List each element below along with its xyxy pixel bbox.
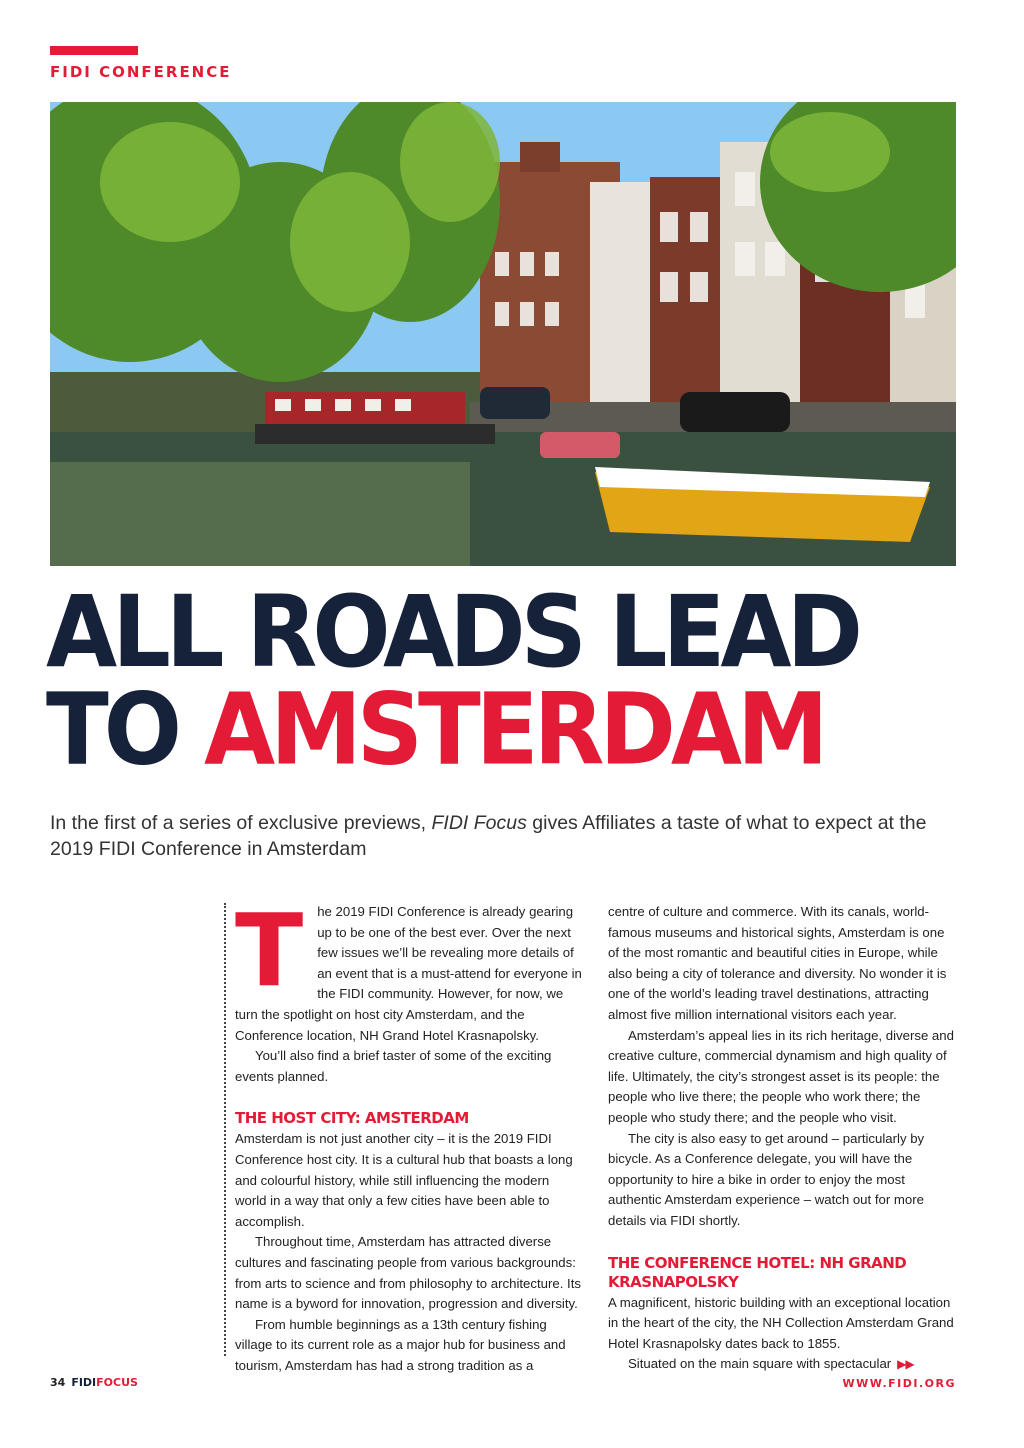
article-deck — [50, 810, 970, 862]
host-city-paragraph-2: Throughout time, Amsterdam has attracted diverse cultures and fascinating people from various backgrounds: from arts to science and from philosophy to architecture. Its name is a byword for innovation, progression and diversity. — [235, 1234, 581, 1312]
deck-publication-name: FIDI Focus — [431, 812, 527, 834]
footer-brand-fidi: FIDI — [71, 1376, 97, 1389]
col2-paragraph-2: Amsterdam’s appeal lies in its rich heritage, diverse and creative culture, commercial dynamism and high quality of life. Ultimately, the city’s strongest asset is its people: the people who live there; the people who work there; the people who study there; and the people who visit. — [608, 1027, 954, 1125]
hotel-paragraph-1: A magnificent, historic building with an exceptional location in the heart of the city, the NH Collection Amsterdam Grand Hotel Krasnapolsky dates back to 1855. — [608, 1294, 954, 1351]
column-divider — [224, 903, 226, 1356]
hero-photo-amsterdam-canal — [50, 102, 956, 566]
headline-line-1: ALL ROADS LEAD — [46, 574, 858, 690]
deck-text-end: gives Affiliates a taste of what to expect at the 2019 FIDI Conference in Amsterdam — [50, 812, 927, 860]
drop-cap: T — [235, 892, 304, 1009]
intro-paragraph-2: You’ll also find a brief taster of some of the exciting events planned. — [235, 1048, 552, 1084]
subhead-host-city: THE HOST CITY: AMSTERDAM — [235, 1109, 469, 1128]
subhead-conference-hotel: THE CONFERENCE HOTEL: NH GRAND KRASNAPOLSKY — [608, 1253, 907, 1291]
footer-folio — [50, 1376, 138, 1389]
page-number: 34 — [50, 1376, 66, 1389]
body-column-1 — [235, 892, 583, 1376]
footer-brand-focus: FOCUS — [96, 1376, 138, 1389]
col2-paragraph-3: The city is also easy to get around – particularly by bicycle. As a Conference delegate, you will have the opportunity to hire a bike in order to enjoy the most authentic Amsterdam experience – watch out for more details via FIDI shortly. — [608, 1130, 925, 1228]
section-label: FIDI CONFERENCE — [50, 63, 232, 81]
deck-text-start: In the first of a series of exclusive previews, — [50, 812, 432, 834]
footer-website-link[interactable]: WWW.FIDI.ORG — [842, 1377, 956, 1390]
headline-line-2-accent: AMSTERDAM — [204, 671, 824, 788]
hotel-paragraph-2-text: Situated on the main square with spectacular — [628, 1356, 892, 1372]
hotel-paragraph-2 — [608, 1354, 956, 1375]
headline-line-2-prefix: TO — [46, 671, 204, 788]
col2-paragraph-1: centre of culture and commerce. With its canals, world-famous museums and historical sights, Amsterdam is one of the most romantic and beautiful cities in Europe, while also being a city of tolerance and diversity. No wonder it is one of the world’s leading travel destinations, attracting almost five million international visitors each year. — [608, 904, 947, 1022]
continue-arrow-icon: ▶▶ — [897, 1357, 914, 1372]
article-headline — [46, 574, 858, 788]
section-rule — [50, 46, 138, 55]
host-city-paragraph-3: From humble beginnings as a 13th century fishing village to its current role as a major hub for business and tourism, Amsterdam has had a strong tradition as a — [235, 1316, 566, 1373]
body-column-2 — [608, 902, 956, 1375]
host-city-paragraph-1: Amsterdam is not just another city – it is the 2019 FIDI Conference host city. It is a cultural hub that boasts a long and colourful history, while still influencing the modern world in a way that only a few cities have been able to accomplish. — [235, 1131, 573, 1229]
intro-paragraph-1: he 2019 FIDI Conference is already gearing up to be one of the best ever. Over the next few issues we’ll be revealing more details of an event that is a must-attend for everyone in the FIDI community. However, for now, we turn the spotlight on host city Amsterdam, and the Conference location, NH Grand Hotel Krasnapolsky. — [235, 904, 582, 1043]
